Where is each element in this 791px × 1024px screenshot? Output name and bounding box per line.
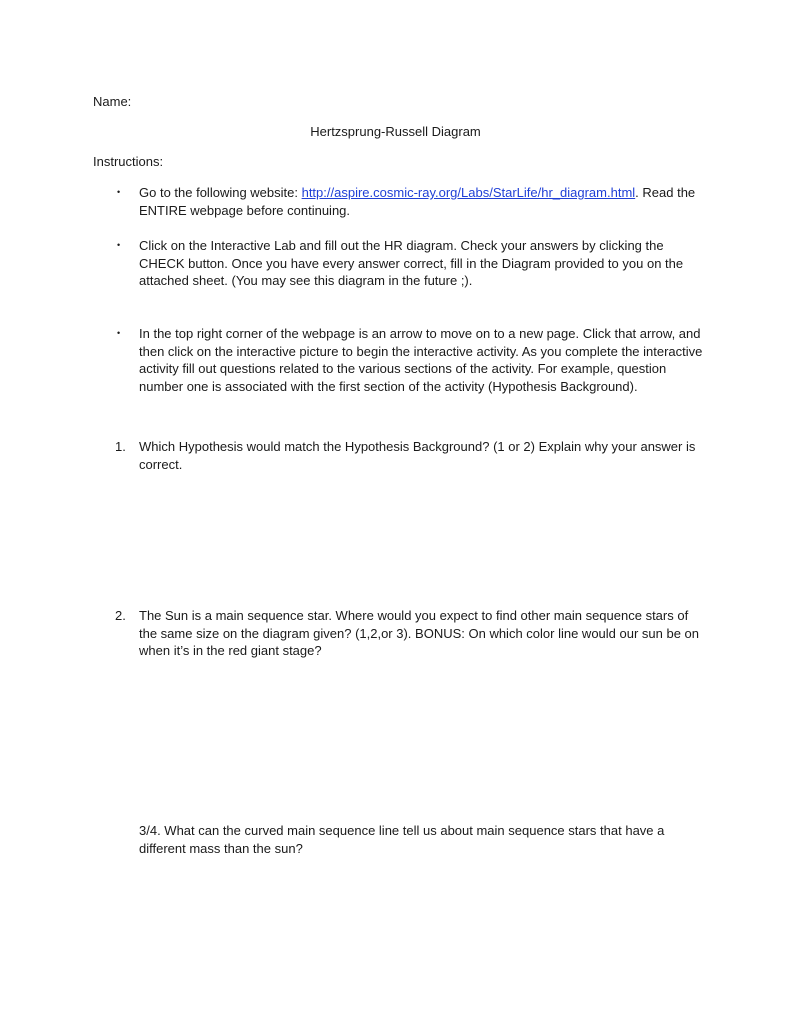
question-text: The Sun is a main sequence star. Where would you expect to find other main sequence stars of the same size on the diagram given? (1,2,or 3). BONUS: On which color line would our sun be on when it’s in the red giant stage? bbox=[139, 608, 700, 658]
instruction-text: Click on the Interactive Lab and fill out the HR diagram. Check your answers by clicking the CHECK button. Once you have every answer correct, fill in the Diagram provided to you on the attached sheet. (You may see this diagram in the future ;). bbox=[139, 238, 684, 288]
instruction-text bbox=[139, 184, 705, 219]
question-text: Which Hypothesis would match the Hypothesis Background? (1 or 2) Explain why your answer is correct. bbox=[139, 439, 696, 472]
page-title-text: Hertzsprung-Russell Diagram bbox=[310, 124, 481, 139]
instruction-text-after-link: . Read the ENTIRE webpage before continuing. bbox=[139, 185, 696, 218]
bullet-marker: • bbox=[117, 187, 121, 197]
bullet-marker: • bbox=[117, 328, 121, 338]
page-title bbox=[0, 123, 791, 141]
instruction-text: In the top right corner of the webpage is an arrow to move on to a new page. Click that arrow, and then click on the interactive picture to begin the interactive activity. As you complete the interactive activity fill out questions related to the various sections of the activity. For example, question number one is associated with the first section of the activity (Hypothesis Background). bbox=[139, 326, 703, 394]
question-text: 3/4. What can the curved main sequence line tell us about main sequence stars that have a different mass than the sun? bbox=[139, 823, 665, 856]
instruction-text-before-link: Go to the following website: bbox=[139, 185, 302, 200]
bullet-marker: • bbox=[117, 240, 121, 250]
instructions-label: Instructions: bbox=[93, 154, 164, 169]
question-3-4 bbox=[139, 822, 705, 857]
question-number: 2. bbox=[115, 608, 126, 623]
question-number: 1. bbox=[115, 439, 126, 454]
name-label: Name: bbox=[93, 94, 132, 109]
website-link[interactable]: http://aspire.cosmic-ray.org/Labs/StarLife/hr_diagram.html bbox=[301, 185, 636, 200]
